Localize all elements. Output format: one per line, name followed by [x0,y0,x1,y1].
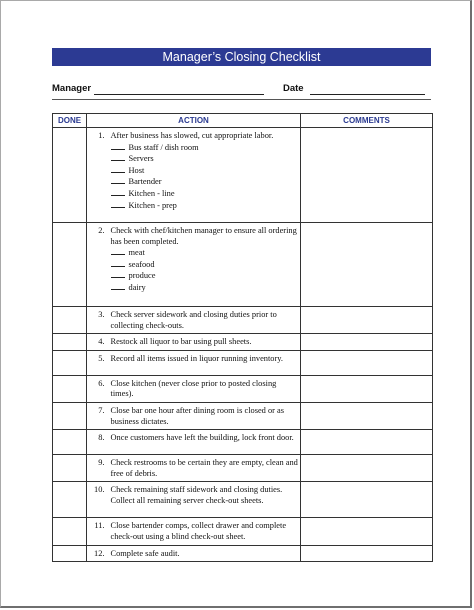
done-cell[interactable] [53,334,87,351]
subitem [111,259,299,271]
subitem-checkbox-line[interactable] [111,165,125,173]
subitem [111,270,299,282]
item-number: 12. [87,545,108,562]
done-cell[interactable] [53,350,87,375]
action-cell [108,375,301,402]
action-cell [108,455,301,482]
manager-date-row [52,83,431,97]
done-cell[interactable] [53,482,87,518]
item-number: 1. [87,128,108,223]
action-cell [108,350,301,375]
item-number: 10. [87,482,108,518]
done-cell[interactable] [53,545,87,562]
comments-cell[interactable] [301,455,433,482]
table-row [53,402,433,429]
action-cell [108,518,301,545]
action-cell [108,307,301,334]
action-text: Close bar one hour after dining room is closed or as business dictates. [110,405,285,426]
table-row [53,334,433,351]
col-done-header: DONE [53,114,87,128]
subitem-checkbox-line[interactable] [111,153,125,161]
action-text: Close kitchen (never close prior to posted closing times). [110,378,277,399]
table-row [53,350,433,375]
comments-cell[interactable] [301,430,433,455]
table-row [53,482,433,518]
comments-cell[interactable] [301,128,433,223]
subitem-label: Bartender [128,177,162,187]
done-cell[interactable] [53,223,87,307]
subitem [111,153,299,165]
item-number: 6. [87,375,108,402]
table-row [53,430,433,455]
table-row [53,223,433,307]
done-cell[interactable] [53,128,87,223]
comments-cell[interactable] [301,334,433,351]
subitem-label: Kitchen - line [128,188,175,198]
action-cell [108,334,301,351]
col-comments-header: COMMENTS [301,114,433,128]
subitem-checkbox-line[interactable] [111,142,125,150]
comments-cell[interactable] [301,545,433,562]
subitem [111,188,299,200]
item-number: 5. [87,350,108,375]
subitem [111,176,299,188]
action-cell [108,482,301,518]
comments-cell[interactable] [301,223,433,307]
done-cell[interactable] [53,375,87,402]
action-text: Check with chef/kitchen manager to ensure all ordering has been completed. [110,226,297,246]
action-cell [108,223,301,307]
item-number: 4. [87,334,108,351]
done-cell[interactable] [53,402,87,429]
manager-label: Manager [52,83,92,94]
comments-cell[interactable] [301,307,433,334]
subitem-checkbox-line[interactable] [111,247,125,255]
action-cell [108,430,301,455]
col-action-header: ACTION [87,114,301,128]
subitem [111,142,299,154]
subitem-label: produce [128,271,156,281]
action-text: Record all items issued in liquor running inventory. [110,353,284,363]
subitem-label: Bus staff / dish room [128,142,199,152]
item-number: 9. [87,455,108,482]
done-cell[interactable] [53,430,87,455]
subitem-label: meat [128,248,145,258]
item-number: 7. [87,402,108,429]
divider [52,99,431,100]
comments-cell[interactable] [301,350,433,375]
date-label: Date [283,83,304,94]
comments-cell[interactable] [301,375,433,402]
subitem-label: Kitchen - prep [128,200,177,210]
item-number: 3. [87,307,108,334]
item-number: 8. [87,430,108,455]
page-title: Manager’s Closing Checklist [52,48,431,66]
header-row [53,114,433,128]
action-cell [108,402,301,429]
subitem [111,282,299,294]
table-row [53,375,433,402]
subitem [111,200,299,212]
date-field[interactable] [310,94,425,95]
action-cell [108,545,301,562]
subitem-label: dairy [128,282,146,292]
action-text: Check restrooms to be certain they are empty, clean and free of debris. [110,458,298,478]
table-row [53,455,433,482]
item-number: 11. [87,518,108,545]
action-text: Complete safe audit. [110,548,180,558]
action-cell [108,128,301,223]
action-text: Check server sidework and closing duties prior to collecting check-outs. [110,310,277,330]
action-text: Restock all liquor to bar using pull sheets. [110,337,252,347]
action-text: After business has slowed, cut appropriate labor. [110,131,274,140]
subitem-label: Servers [128,154,154,164]
table-row [53,307,433,334]
comments-cell[interactable] [301,402,433,429]
done-cell[interactable] [53,455,87,482]
action-text: Close bartender comps, collect drawer and complete check-out using a blind check-out sheet. [110,521,287,541]
comments-cell[interactable] [301,482,433,518]
subitem-label: Host [128,165,145,175]
subitem-checkbox-line[interactable] [111,282,125,290]
comments-cell[interactable] [301,518,433,545]
checklist-table [52,113,433,562]
item-number: 2. [87,223,108,307]
subitem [111,165,299,177]
subitem-checkbox-line[interactable] [111,176,125,184]
table-row [53,128,433,223]
table-row [53,545,433,562]
done-cell[interactable] [53,518,87,545]
done-cell[interactable] [53,307,87,334]
subitem-checkbox-line[interactable] [111,259,125,267]
subitem-checkbox-line[interactable] [111,188,125,196]
subitem [111,247,299,259]
manager-field[interactable] [94,94,264,95]
table-row [53,518,433,545]
subitem-label: seafood [128,259,155,269]
subitem-checkbox-line[interactable] [111,200,125,208]
action-text: Check remaining staff sidework and closing duties. Collect all remaining server check-out sheets. [110,485,283,505]
action-text: Once customers have left the building, lock front door. [110,433,294,443]
subitem-checkbox-line[interactable] [111,270,125,278]
